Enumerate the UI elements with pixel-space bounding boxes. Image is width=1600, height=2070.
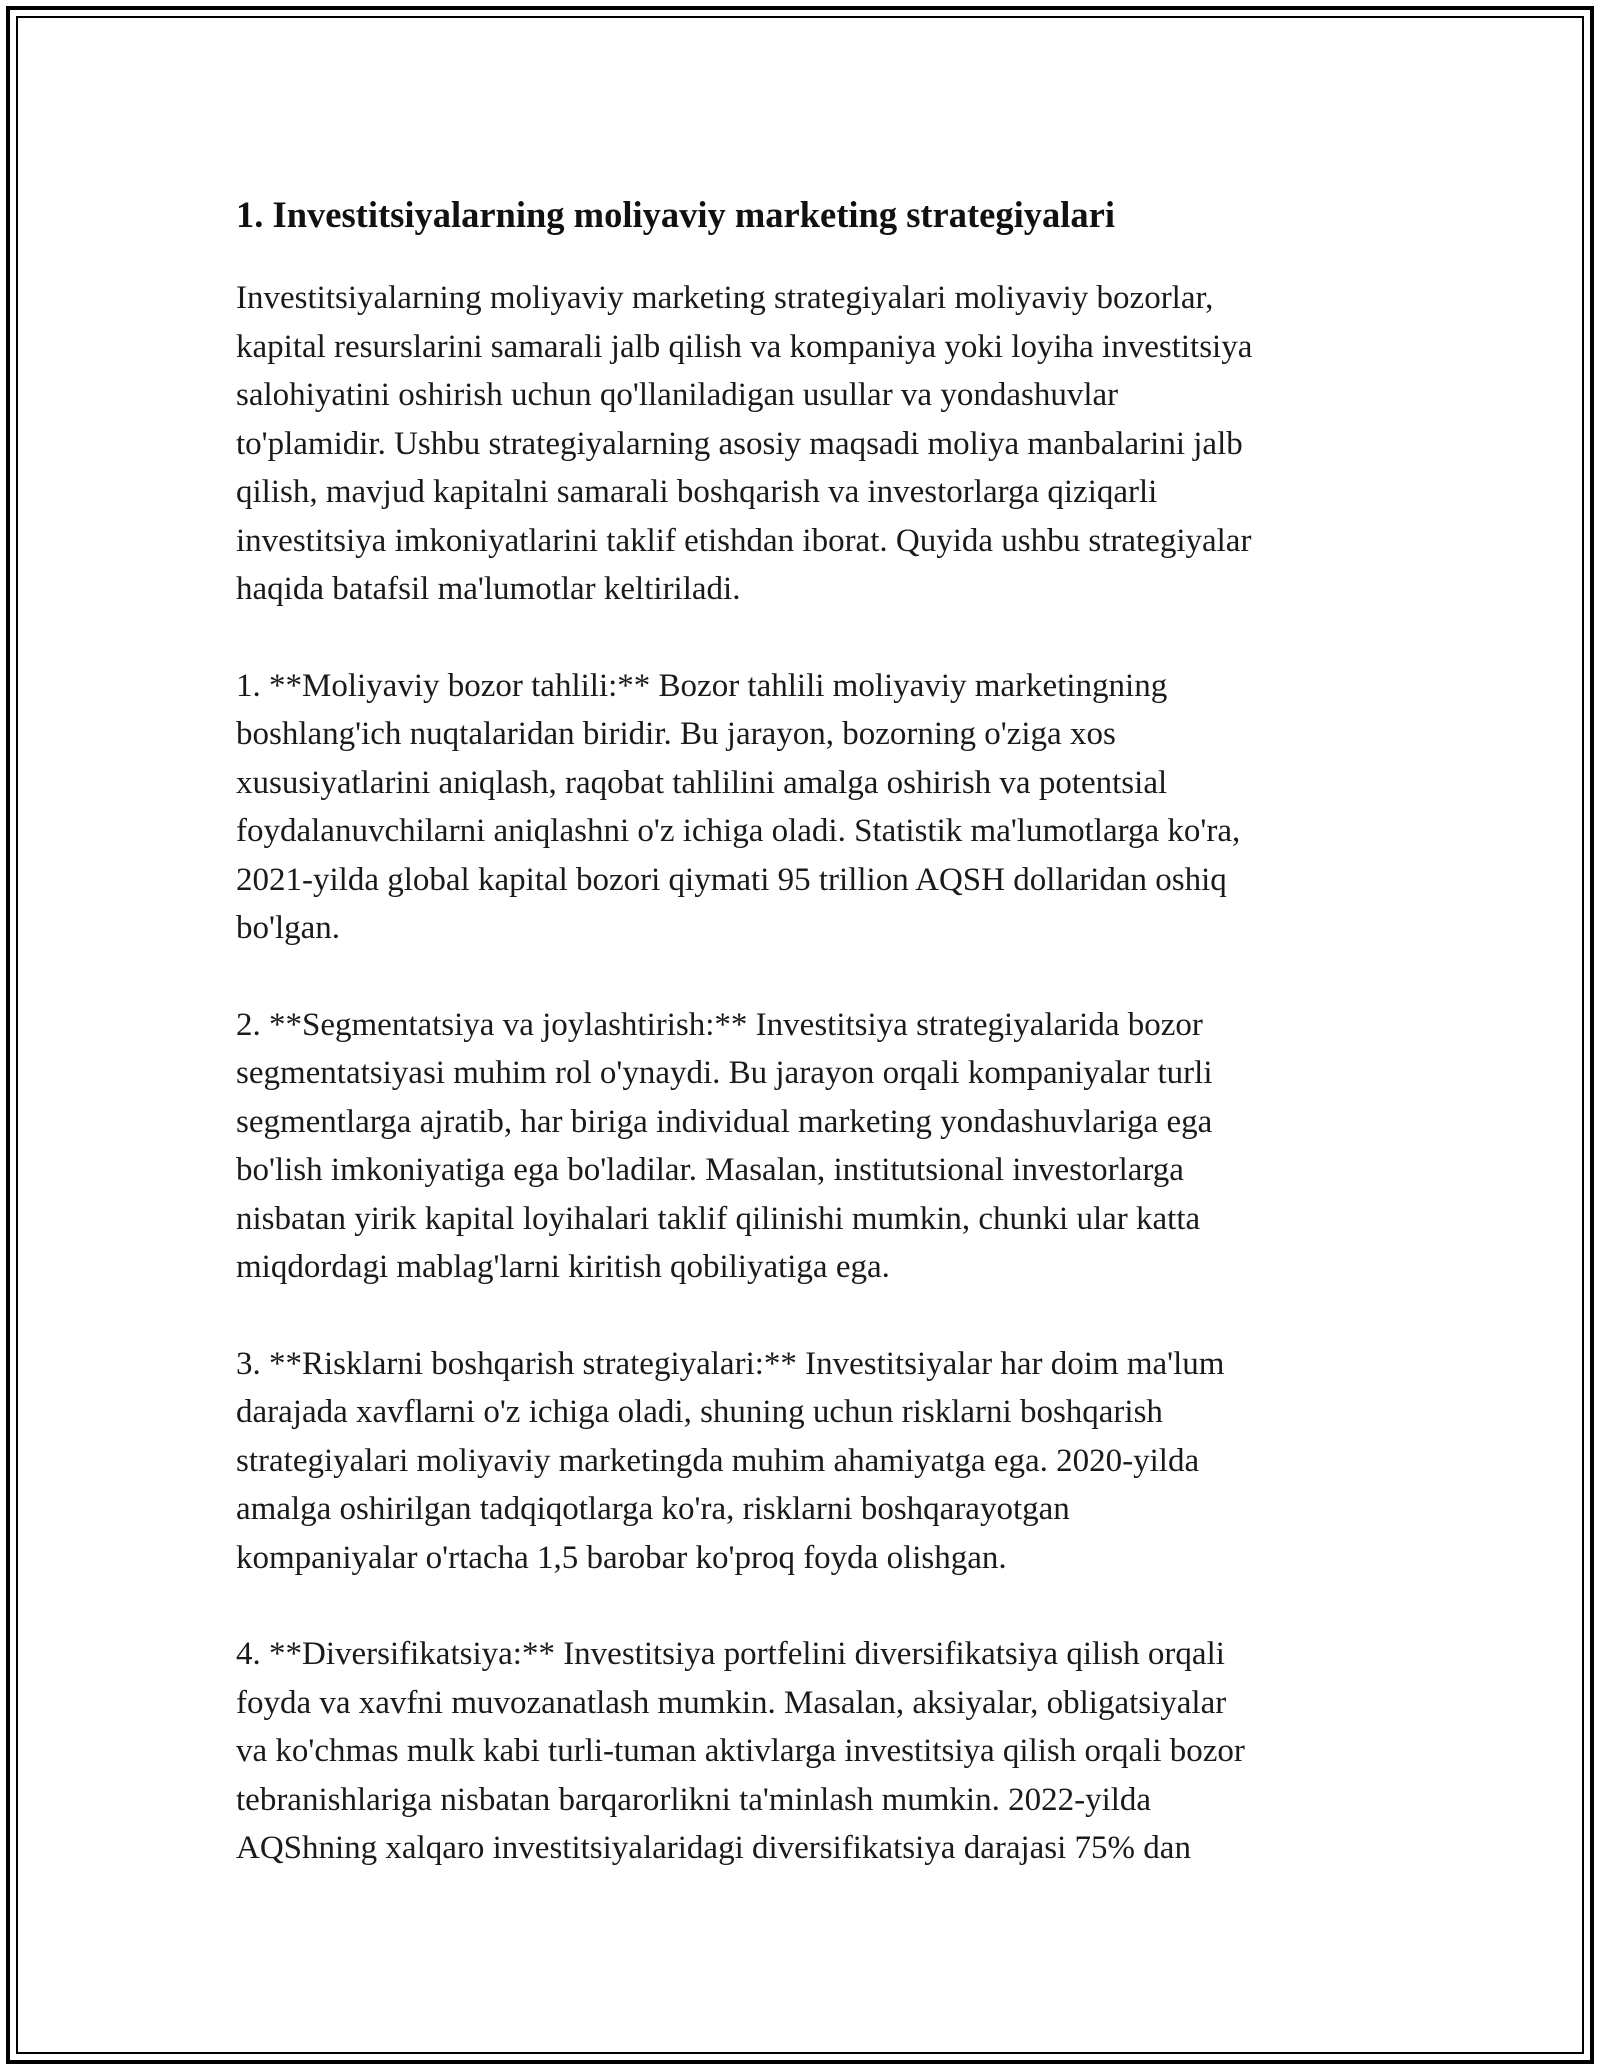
text-line: qilish, mavjud kapitalni samarali boshqarish va investorlarga qiziqarli	[236, 474, 1158, 510]
text-line: miqdordagi mablag'larni kiritish qobiliyatiga ega.	[236, 1249, 890, 1285]
text-line: 2. **Segmentatsiya va joylashtirish:** Investitsiya strategiyalarida bozor	[236, 1006, 1203, 1043]
text-line: bo'lish imkoniyatiga ega bo'ladilar. Masalan, institutsional investorlarga	[236, 1152, 1184, 1188]
section-risk-management	[236, 1340, 1376, 1583]
text-line: investitsiya imkoniyatlarini taklif etishdan iborat. Quyida ushbu strategiyalar	[236, 522, 1252, 559]
text-line: 1. **Moliyaviy bozor tahlili:** Bozor tahlili moliyaviy marketingning	[236, 667, 1168, 704]
text-line: va ko'chmas mulk kabi turli-tuman aktivlarga investitsiya qilish orqali bozor	[236, 1733, 1245, 1769]
text-line: bo'lgan.	[236, 910, 341, 946]
text-line: 3. **Risklarni boshqarish strategiyalari:** Investitsiyalar har doim ma'lum	[236, 1345, 1225, 1382]
text-line: to'plamidir. Ushbu strategiyalarning asosiy maqsadi moliya manbalarini jalb	[236, 425, 1243, 462]
section-segmentation	[236, 1001, 1376, 1292]
text-line: boshlang'ich nuqtalaridan biridir. Bu jarayon, bozorning o'ziga xos	[236, 716, 1116, 752]
text-line: strategiyalari moliyaviy marketingda muhim ahamiyatga ega. 2020-yilda	[236, 1442, 1200, 1479]
text-line: kompaniyalar o'rtacha 1,5 barobar ko'proq foyda olishgan.	[236, 1539, 1007, 1576]
text-line: amalga oshirilgan tadqiqotlarga ko'ra, risklarni boshqarayotgan	[236, 1491, 1070, 1527]
text-line: AQShning xalqaro investitsiyalaridagi diversifikatsiya darajasi 75% dan	[236, 1830, 1191, 1866]
text-line: Investitsiyalarning moliyaviy marketing strategiyalari moliyaviy bozorlar,	[236, 280, 1214, 316]
document-title: 1. Investitsiyalarning moliyaviy marketing strategiyalari	[236, 194, 1115, 235]
text-line: nisbatan yirik kapital loyihalari taklif qilinishi mumkin, chunki ular katta	[236, 1200, 1201, 1237]
text-line: darajada xavflarni o'z ichiga oladi, shuning uchun risklarni boshqarish	[236, 1394, 1163, 1430]
text-line: segmentlarga ajratib, har biriga individual marketing yondashuvlariga ega	[236, 1103, 1213, 1140]
text-line: kapital resurslarini samarali jalb qilish va kompaniya yoki loyiha investitsiya	[236, 328, 1253, 365]
text-line: 4. **Diversifikatsiya:** Investitsiya portfelini diversifikatsiya qilish orqali	[236, 1636, 1225, 1672]
text-line: segmentatsiyasi muhim rol o'ynaydi. Bu jarayon orqali kompaniyalar turli	[236, 1055, 1213, 1091]
text-line: salohiyatini oshirish uchun qo'llaniladigan usullar va yondashuvlar	[236, 377, 1119, 413]
text-line: foydalanuvchilarni aniqlashni o'z ichiga oladi. Statistik ma'lumotlarga ko'ra,	[236, 813, 1241, 849]
document-page	[236, 186, 1376, 1921]
text-line: tebranishlariga nisbatan barqarorlikni ta'minlash mumkin. 2022-yilda	[236, 1781, 1152, 1818]
text-line: 2021-yilda global kapital bozori qiymati 95 trillion AQSH dollaridan oshiq	[236, 861, 1227, 898]
text-line: haqida batafsil ma'lumotlar keltiriladi.	[236, 571, 741, 607]
intro-paragraph	[236, 274, 1376, 614]
section-market-analysis	[236, 662, 1376, 953]
section-diversification	[236, 1630, 1376, 1873]
text-line: foyda va xavfni muvozanatlash mumkin. Masalan, aksiyalar, obligatsiyalar	[236, 1684, 1227, 1721]
text-line: xususiyatlarini aniqlash, raqobat tahlilini amalga oshirish va potentsial	[236, 764, 1168, 801]
